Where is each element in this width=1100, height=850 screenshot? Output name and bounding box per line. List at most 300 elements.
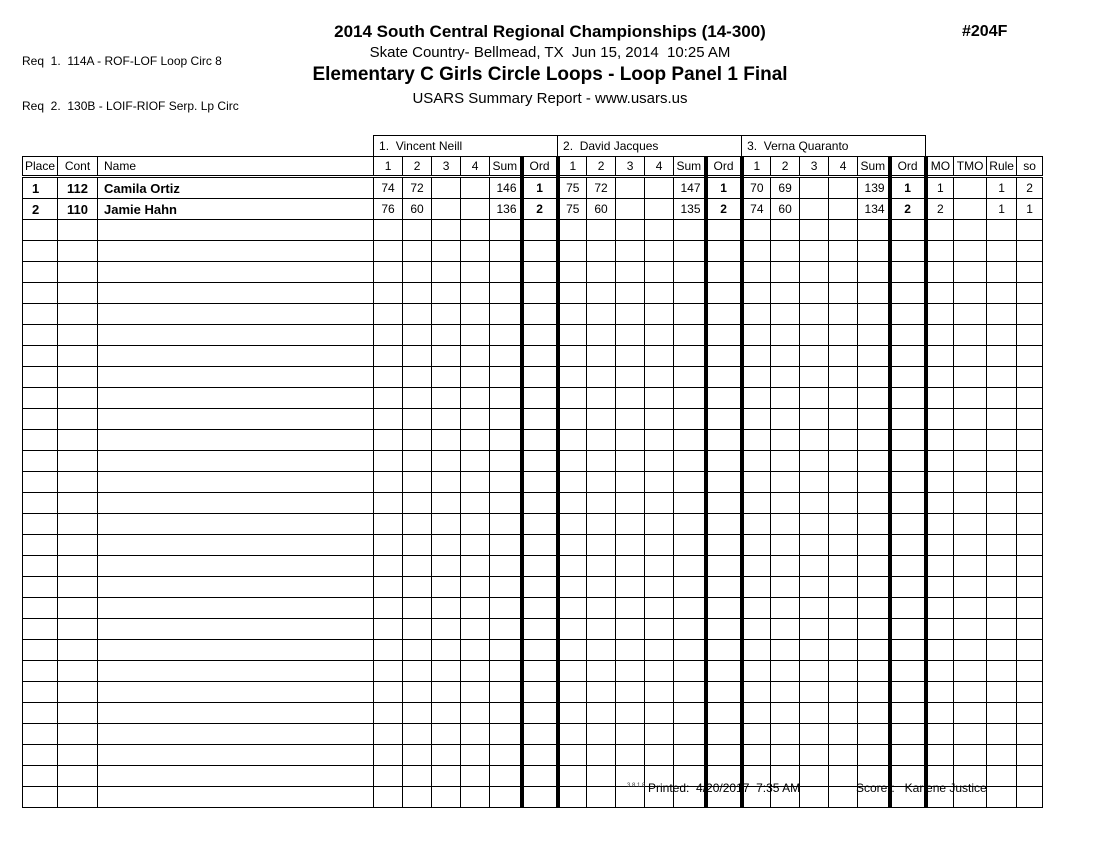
empty-name-cell	[98, 682, 374, 703]
empty-row	[23, 451, 1043, 472]
empty-score-cell	[403, 682, 432, 703]
empty-score-cell	[829, 745, 858, 766]
empty-score-cell	[587, 682, 616, 703]
judge1-ord-cell: 1	[522, 177, 558, 199]
empty-score-cell	[829, 367, 858, 388]
judge3-header-ord: Ord	[890, 157, 926, 177]
empty-cont-cell	[58, 220, 98, 241]
empty-score-cell	[558, 472, 587, 493]
empty-score-cell	[558, 346, 587, 367]
empty-score-cell	[645, 430, 674, 451]
empty-ord-cell	[706, 451, 742, 472]
empty-right-cell	[1017, 388, 1043, 409]
empty-right-cell	[987, 283, 1017, 304]
empty-score-cell	[374, 409, 403, 430]
empty-place-cell	[23, 220, 58, 241]
empty-score-cell	[403, 262, 432, 283]
empty-score-cell	[558, 430, 587, 451]
empty-score-cell	[432, 388, 461, 409]
empty-score-cell	[558, 388, 587, 409]
empty-sum-cell	[674, 388, 706, 409]
empty-sum-cell	[674, 241, 706, 262]
empty-right-cell	[926, 493, 954, 514]
empty-cont-cell	[58, 451, 98, 472]
place-cell: 1	[23, 177, 58, 199]
empty-right-cell	[954, 535, 987, 556]
empty-score-cell	[432, 556, 461, 577]
empty-score-cell	[616, 640, 645, 661]
empty-name-cell	[98, 325, 374, 346]
empty-score-cell	[771, 703, 800, 724]
empty-ord-cell	[522, 745, 558, 766]
empty-name-cell	[98, 388, 374, 409]
empty-sum-cell	[858, 325, 890, 346]
empty-score-cell	[403, 241, 432, 262]
empty-sum-cell	[674, 409, 706, 430]
empty-ord-cell	[706, 598, 742, 619]
empty-sum-cell	[674, 304, 706, 325]
empty-score-cell	[403, 577, 432, 598]
empty-row	[23, 388, 1043, 409]
empty-ord-cell	[890, 661, 926, 682]
empty-ord-cell	[522, 346, 558, 367]
judge1-sum-cell: 136	[490, 199, 522, 220]
column-header-row	[23, 157, 1043, 177]
empty-ord-cell	[522, 703, 558, 724]
empty-score-cell	[403, 409, 432, 430]
empty-score-cell	[616, 409, 645, 430]
empty-sum-cell	[858, 346, 890, 367]
empty-ord-cell	[706, 682, 742, 703]
empty-name-cell	[98, 283, 374, 304]
judge2-score-4-cell	[645, 199, 674, 220]
empty-right-cell	[954, 682, 987, 703]
empty-cont-cell	[58, 388, 98, 409]
empty-right-cell	[954, 703, 987, 724]
tmo-column-header: TMO	[954, 157, 987, 177]
empty-score-cell	[771, 241, 800, 262]
empty-sum-cell	[858, 535, 890, 556]
empty-sum-cell	[674, 346, 706, 367]
empty-score-cell	[645, 493, 674, 514]
empty-sum-cell	[674, 577, 706, 598]
judge3-header-3: 3	[800, 157, 829, 177]
empty-score-cell	[742, 724, 771, 745]
empty-score-cell	[461, 577, 490, 598]
empty-right-cell	[926, 640, 954, 661]
judge3-header-2: 2	[771, 157, 800, 177]
empty-place-cell	[23, 409, 58, 430]
empty-right-cell	[1017, 640, 1043, 661]
empty-place-cell	[23, 598, 58, 619]
empty-ord-cell	[706, 703, 742, 724]
empty-ord-cell	[522, 388, 558, 409]
empty-sum-cell	[858, 745, 890, 766]
requirement-line-1: Req 1. 114A - ROF-LOF Loop Circ 8	[22, 54, 222, 68]
empty-right-cell	[954, 451, 987, 472]
empty-score-cell	[742, 325, 771, 346]
empty-sum-cell	[858, 367, 890, 388]
empty-score-cell	[587, 262, 616, 283]
empty-right-cell	[987, 367, 1017, 388]
empty-row	[23, 283, 1043, 304]
empty-score-cell	[829, 304, 858, 325]
empty-ord-cell	[890, 325, 926, 346]
empty-score-cell	[616, 220, 645, 241]
place-column-header: Place	[23, 157, 58, 177]
empty-ord-cell	[522, 535, 558, 556]
empty-ord-cell	[706, 577, 742, 598]
empty-score-cell	[645, 367, 674, 388]
empty-score-cell	[587, 220, 616, 241]
empty-sum-cell	[490, 346, 522, 367]
empty-place-cell	[23, 367, 58, 388]
empty-score-cell	[645, 514, 674, 535]
name-column-header: Name	[98, 157, 374, 177]
empty-score-cell	[742, 472, 771, 493]
empty-right-cell	[1017, 745, 1043, 766]
rule-cell: 1	[987, 199, 1017, 220]
empty-ord-cell	[706, 304, 742, 325]
empty-sum-cell	[490, 640, 522, 661]
place-cell: 2	[23, 199, 58, 220]
empty-score-cell	[403, 745, 432, 766]
cont-cell: 110	[58, 199, 98, 220]
empty-cont-cell	[58, 262, 98, 283]
empty-right-cell	[1017, 430, 1043, 451]
empty-score-cell	[461, 703, 490, 724]
empty-score-cell	[558, 724, 587, 745]
empty-sum-cell	[490, 535, 522, 556]
empty-place-cell	[23, 346, 58, 367]
judge3-score-2-cell: 60	[771, 199, 800, 220]
empty-sum-cell	[490, 367, 522, 388]
empty-right-cell	[926, 682, 954, 703]
empty-score-cell	[771, 577, 800, 598]
empty-score-cell	[800, 325, 829, 346]
empty-ord-cell	[890, 220, 926, 241]
empty-right-cell	[987, 304, 1017, 325]
empty-ord-cell	[890, 241, 926, 262]
empty-right-cell	[1017, 367, 1043, 388]
empty-ord-cell	[522, 724, 558, 745]
empty-row	[23, 682, 1043, 703]
empty-right-cell	[987, 577, 1017, 598]
empty-ord-cell	[522, 556, 558, 577]
judge1-header-1: 1	[374, 157, 403, 177]
empty-score-cell	[645, 703, 674, 724]
judge2-ord-cell: 1	[706, 177, 742, 199]
empty-right-cell	[926, 472, 954, 493]
empty-score-cell	[587, 640, 616, 661]
empty-score-cell	[742, 304, 771, 325]
empty-right-cell	[926, 304, 954, 325]
empty-score-cell	[771, 388, 800, 409]
empty-score-cell	[558, 556, 587, 577]
empty-score-cell	[645, 556, 674, 577]
empty-ord-cell	[522, 577, 558, 598]
empty-name-cell	[98, 514, 374, 535]
empty-score-cell	[587, 493, 616, 514]
empty-place-cell	[23, 577, 58, 598]
empty-sum-cell	[490, 514, 522, 535]
empty-name-cell	[98, 535, 374, 556]
empty-score-cell	[645, 745, 674, 766]
empty-score-cell	[771, 640, 800, 661]
skater-row	[23, 177, 1043, 199]
judge2-score-2-cell: 72	[587, 177, 616, 199]
judge1-sum-cell: 146	[490, 177, 522, 199]
empty-score-cell	[771, 409, 800, 430]
judge3-header-4: 4	[829, 157, 858, 177]
empty-row	[23, 325, 1043, 346]
empty-score-cell	[558, 598, 587, 619]
empty-score-cell	[742, 577, 771, 598]
empty-score-cell	[587, 703, 616, 724]
empty-score-cell	[403, 304, 432, 325]
empty-ord-cell	[706, 388, 742, 409]
empty-score-cell	[771, 472, 800, 493]
empty-score-cell	[742, 745, 771, 766]
empty-right-cell	[926, 388, 954, 409]
empty-ord-cell	[890, 535, 926, 556]
judge1-ord-cell: 2	[522, 199, 558, 220]
empty-score-cell	[558, 577, 587, 598]
empty-score-cell	[616, 325, 645, 346]
empty-score-cell	[771, 661, 800, 682]
empty-score-cell	[800, 619, 829, 640]
empty-ord-cell	[522, 325, 558, 346]
empty-score-cell	[587, 598, 616, 619]
empty-right-cell	[926, 220, 954, 241]
empty-score-cell	[829, 388, 858, 409]
empty-score-cell	[461, 535, 490, 556]
empty-sum-cell	[674, 451, 706, 472]
empty-score-cell	[742, 451, 771, 472]
empty-score-cell	[432, 451, 461, 472]
empty-sum-cell	[674, 556, 706, 577]
empty-right-cell	[1017, 451, 1043, 472]
empty-sum-cell	[858, 640, 890, 661]
empty-row	[23, 262, 1043, 283]
empty-score-cell	[558, 619, 587, 640]
judge3-ord-cell: 1	[890, 177, 926, 199]
empty-sum-cell	[490, 325, 522, 346]
empty-sum-cell	[490, 472, 522, 493]
judge2-score-3-cell	[616, 177, 645, 199]
empty-right-cell	[987, 346, 1017, 367]
empty-sum-cell	[490, 241, 522, 262]
empty-ord-cell	[522, 304, 558, 325]
empty-score-cell	[771, 556, 800, 577]
empty-score-cell	[374, 535, 403, 556]
empty-right-cell	[954, 367, 987, 388]
empty-score-cell	[742, 661, 771, 682]
empty-sum-cell	[490, 619, 522, 640]
empty-score-cell	[771, 346, 800, 367]
empty-score-cell	[374, 577, 403, 598]
empty-right-cell	[987, 535, 1017, 556]
empty-right-cell	[926, 724, 954, 745]
empty-ord-cell	[706, 367, 742, 388]
empty-name-cell	[98, 367, 374, 388]
empty-name-cell	[98, 703, 374, 724]
empty-row	[23, 367, 1043, 388]
empty-right-cell	[954, 745, 987, 766]
empty-right-cell	[954, 640, 987, 661]
empty-score-cell	[616, 703, 645, 724]
empty-score-cell	[461, 304, 490, 325]
empty-ord-cell	[706, 640, 742, 661]
empty-score-cell	[800, 241, 829, 262]
empty-right-cell	[1017, 598, 1043, 619]
empty-ord-cell	[890, 514, 926, 535]
empty-right-cell	[987, 409, 1017, 430]
empty-right-cell	[954, 556, 987, 577]
empty-score-cell	[432, 430, 461, 451]
empty-right-cell	[1017, 535, 1043, 556]
empty-score-cell	[645, 325, 674, 346]
judge3-score-4-cell	[829, 199, 858, 220]
empty-score-cell	[374, 556, 403, 577]
judge-name-header-3: 3. Verna Quaranto	[742, 136, 926, 157]
empty-right-cell	[926, 241, 954, 262]
empty-place-cell	[23, 535, 58, 556]
empty-name-cell	[98, 241, 374, 262]
empty-score-cell	[403, 451, 432, 472]
empty-right-cell	[954, 514, 987, 535]
empty-score-cell	[432, 241, 461, 262]
empty-score-cell	[403, 346, 432, 367]
empty-right-cell	[926, 409, 954, 430]
empty-score-cell	[742, 283, 771, 304]
empty-sum-cell	[490, 577, 522, 598]
empty-ord-cell	[890, 598, 926, 619]
empty-score-cell	[800, 367, 829, 388]
empty-ord-cell	[706, 724, 742, 745]
empty-score-cell	[771, 451, 800, 472]
judge1-score-1-cell: 76	[374, 199, 403, 220]
empty-score-cell	[374, 220, 403, 241]
empty-score-cell	[616, 661, 645, 682]
empty-name-cell	[98, 619, 374, 640]
empty-score-cell	[645, 619, 674, 640]
judge2-score-1-cell: 75	[558, 199, 587, 220]
judge2-sum-cell: 147	[674, 177, 706, 199]
empty-ord-cell	[706, 283, 742, 304]
empty-score-cell	[461, 451, 490, 472]
empty-right-cell	[987, 640, 1017, 661]
empty-name-cell	[98, 640, 374, 661]
spacer-cell	[926, 136, 1043, 157]
empty-score-cell	[374, 367, 403, 388]
empty-sum-cell	[490, 745, 522, 766]
empty-score-cell	[587, 367, 616, 388]
empty-score-cell	[616, 304, 645, 325]
empty-sum-cell	[674, 535, 706, 556]
empty-name-cell	[98, 745, 374, 766]
empty-cont-cell	[58, 535, 98, 556]
so-column-header: so	[1017, 157, 1043, 177]
empty-cont-cell	[58, 682, 98, 703]
empty-sum-cell	[858, 472, 890, 493]
empty-right-cell	[1017, 304, 1043, 325]
empty-score-cell	[461, 346, 490, 367]
scorer-name: Scorer: Karlene Justice	[856, 781, 987, 795]
empty-right-cell	[987, 325, 1017, 346]
empty-ord-cell	[890, 556, 926, 577]
empty-ord-cell	[522, 409, 558, 430]
empty-right-cell	[954, 220, 987, 241]
empty-score-cell	[461, 367, 490, 388]
empty-sum-cell	[858, 619, 890, 640]
empty-place-cell	[23, 556, 58, 577]
empty-score-cell	[403, 493, 432, 514]
empty-score-cell	[616, 577, 645, 598]
empty-right-cell	[987, 682, 1017, 703]
empty-sum-cell	[674, 703, 706, 724]
empty-ord-cell	[522, 640, 558, 661]
empty-cont-cell	[58, 556, 98, 577]
judge2-header-ord: Ord	[706, 157, 742, 177]
empty-place-cell	[23, 619, 58, 640]
empty-score-cell	[374, 283, 403, 304]
empty-score-cell	[461, 220, 490, 241]
empty-right-cell	[954, 577, 987, 598]
empty-right-cell	[926, 556, 954, 577]
empty-right-cell	[987, 703, 1017, 724]
empty-score-cell	[558, 640, 587, 661]
empty-place-cell	[23, 703, 58, 724]
empty-score-cell	[403, 367, 432, 388]
empty-score-cell	[432, 535, 461, 556]
empty-cont-cell	[58, 619, 98, 640]
empty-right-cell	[954, 409, 987, 430]
empty-row	[23, 430, 1043, 451]
empty-score-cell	[742, 220, 771, 241]
cont-cell: 112	[58, 177, 98, 199]
empty-row	[23, 577, 1043, 598]
empty-sum-cell	[674, 619, 706, 640]
judge-name-header-1: 1. Vincent Neill	[374, 136, 558, 157]
empty-score-cell	[374, 619, 403, 640]
judge2-header-4: 4	[645, 157, 674, 177]
judge2-sum-cell: 135	[674, 199, 706, 220]
empty-score-cell	[374, 661, 403, 682]
empty-right-cell	[954, 598, 987, 619]
empty-score-cell	[800, 283, 829, 304]
empty-score-cell	[374, 325, 403, 346]
empty-row	[23, 409, 1043, 430]
empty-score-cell	[558, 745, 587, 766]
empty-right-cell	[1017, 619, 1043, 640]
empty-sum-cell	[674, 745, 706, 766]
empty-right-cell	[926, 703, 954, 724]
empty-score-cell	[771, 220, 800, 241]
judge2-header-1: 1	[558, 157, 587, 177]
empty-right-cell	[926, 367, 954, 388]
empty-score-cell	[742, 514, 771, 535]
empty-ord-cell	[890, 283, 926, 304]
empty-score-cell	[800, 577, 829, 598]
empty-right-cell	[1017, 346, 1043, 367]
empty-score-cell	[374, 703, 403, 724]
empty-score-cell	[771, 598, 800, 619]
empty-sum-cell	[858, 430, 890, 451]
empty-score-cell	[742, 598, 771, 619]
empty-right-cell	[954, 283, 987, 304]
judge3-sum-cell: 139	[858, 177, 890, 199]
